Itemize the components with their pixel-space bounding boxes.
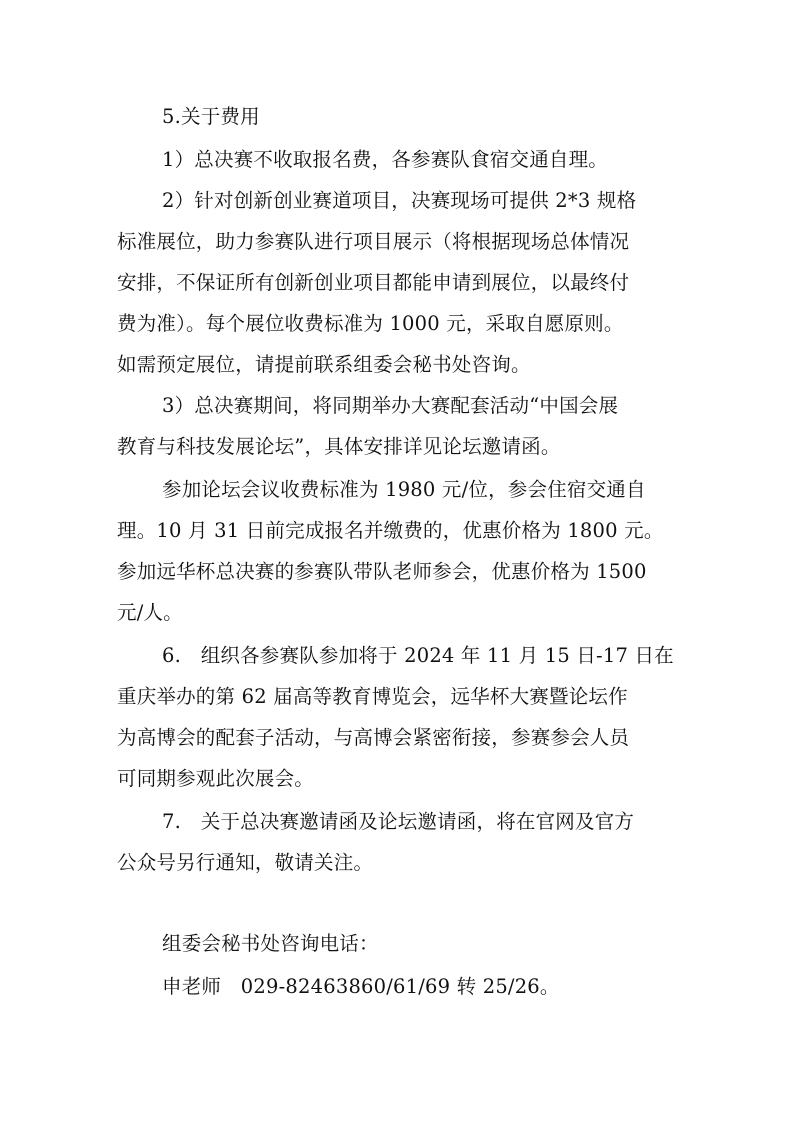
paragraph-line: 元/人。 <box>117 601 183 624</box>
paragraph-line: 参加论坛会议收费标准为 1980 元/位，参会住宿交通自 <box>162 478 646 501</box>
paragraph-line: 理。10 月 31 日前完成报名并缴费的，优惠价格为 1800 元。 <box>117 519 664 542</box>
paragraph-line: 6. 组织各参赛队参加将于 2024 年 11 月 15 日-17 日在 <box>162 644 674 667</box>
contact-heading: 组委会秘书处咨询电话： <box>162 932 379 955</box>
paragraph-line: 2）针对创新创业赛道项目，决赛现场可提供 2*3 规格 <box>162 189 637 212</box>
paragraph-line: 为高博会的配套子活动，与高博会紧密衔接，参赛参会人员 <box>117 726 630 749</box>
section-heading: 5.关于费用 <box>162 105 260 128</box>
paragraph-line: 3）总决赛期间，将同期举办大赛配套活动“中国会展 <box>162 394 619 417</box>
paragraph-line: 教育与科技发展论坛”，具体安排详见论坛邀请函。 <box>117 435 561 458</box>
paragraph-line: 重庆举办的第 62 届高等教育博览会，远华杯大赛暨论坛作 <box>117 685 628 708</box>
paragraph-line: 可同期参观此次展会。 <box>117 767 315 790</box>
paragraph-line: 安排，不保证所有创新创业项目都能申请到展位，以最终付 <box>117 271 630 294</box>
contact-phone: 申老师 029-82463860/61/69 转 25/26。 <box>162 975 560 998</box>
paragraph-line: 如需预定展位，请提前联系组委会秘书处咨询。 <box>117 353 531 376</box>
paragraph-line: 标准展位，助力参赛队进行项目展示（将根据现场总体情况 <box>117 230 630 253</box>
paragraph-line: 1）总决赛不收取报名费，各参赛队食宿交通自理。 <box>162 148 609 171</box>
paragraph-line: 参加远华杯总决赛的参赛队带队老师参会，优惠价格为 1500 <box>117 560 647 583</box>
paragraph-line: 公众号另行通知，敬请关注。 <box>117 851 374 874</box>
paragraph-line: 7. 关于总决赛邀请函及论坛邀请函，将在官网及官方 <box>162 810 635 833</box>
paragraph-line: 费为准）。每个展位收费标准为 1000 元，采取自愿原则。 <box>117 312 624 335</box>
